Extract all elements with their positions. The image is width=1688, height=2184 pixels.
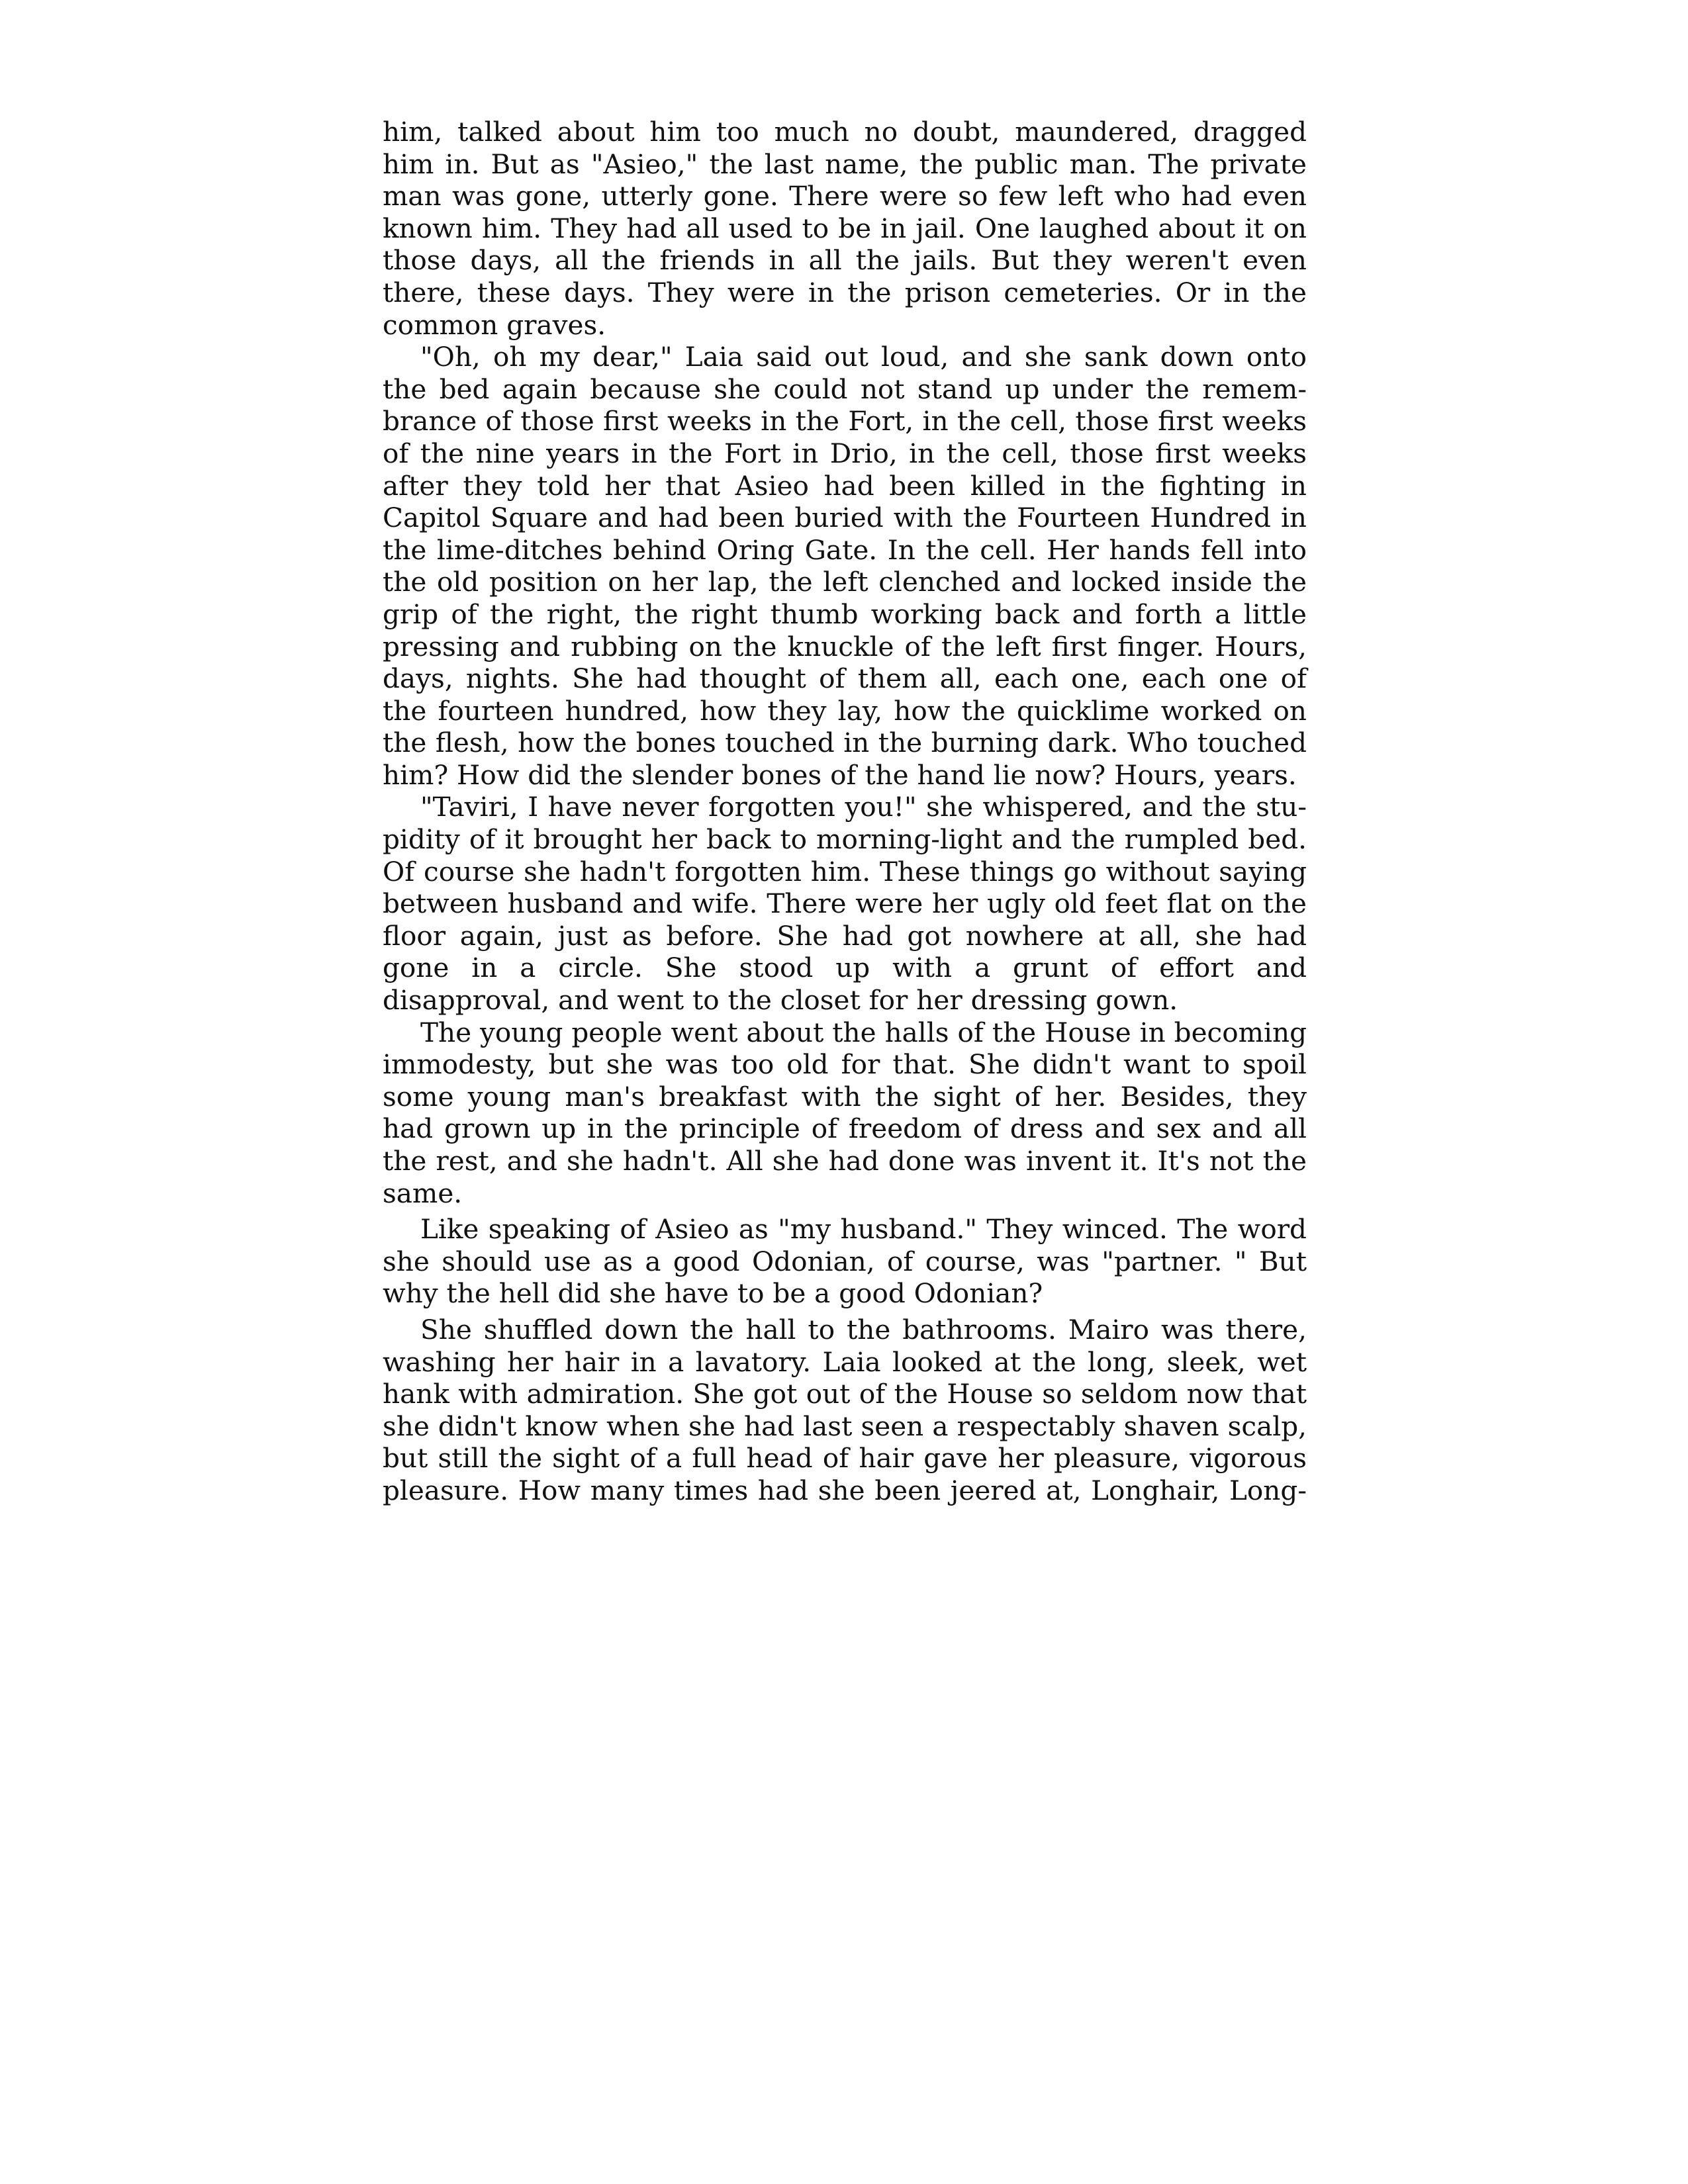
paragraph-3: "Taviri, I have never forgotten you!" she whispered, and the stupidity of it brought her back to morning-light and the rumpled bed. Of course she hadn't forgotten him. These things go without saying between husband and wife. There were her ugly old feet flat on the floor again, just as before. She had got nowhere at all, she had gone in a circle. She stood up with a grunt of effort and disapproval, and went to the closet for her dressing gown. [383,791,1307,1017]
paragraph-1: him, talked about him too much no doubt, maundered, dragged him in. But as "Asieo," the last name, the public man. The private man was gone, utterly gone. There were so few left who had even known him. They had all used to be in jail. One laughed about it on those days, all the friends in all the jails. But they weren't even there, these days. They were in the prison cemeteries. Or in the common graves. [383,116,1307,341]
paragraph-5: Like speaking of Asieo as "my husband." They winced. The word she should use as a good Odonian, of course, was "partner. " But why the hell did she have to be a good Odonian? [383,1213,1307,1310]
paragraph-2: "Oh, oh my dear," Laia said out loud, and she sank down onto the bed again because she could not stand up under the remembrance of those first weeks in the Fort, in the cell, those first weeks of the nine years in the Fort in Drio, in the cell, those first weeks after they told her that Asieo had been killed in the fighting in Capitol Square and had been buried with the Fourteen Hundred in the lime-ditches behind Oring Gate. In the cell. Her hands fell into the old position on her lap, the left clenched and locked inside the grip of the right, the right thumb working back and forth a little pressing and rubbing on the knuckle of the left first finger. Hours, days, nights. She had thought of them all, each one, each one of the fourteen hundred, how they lay, how the quicklime worked on the flesh, how the bones touched in the burning dark. Who touched him? How did the slender bones of the hand lie now? Hours, years. [383,341,1307,791]
paragraph-4: The young people went about the halls of the House in becoming immodesty, but she was too old for that. She didn't want to spoil some young man's breakfast with the sight of her. Besides, they had grown up in the principle of freedom of dress and sex and all the rest, and she hadn't. All she had done was invent it. It's not the same. [383,1016,1307,1209]
text-column [383,116,1307,1507]
paragraph-6: She shuffled down the hall to the bathrooms. Mairo was there, washing her hair in a lavatory. Laia looked at the long, sleek, wet hank with admiration. She got out of the House so seldom now that she didn't know when she had last seen a respectably shaven scalp, but still the sight of a full head of hair gave her pleasure, vigorous pleasure. How many times had she been jeered at, Longhair, Long- [383,1313,1307,1506]
